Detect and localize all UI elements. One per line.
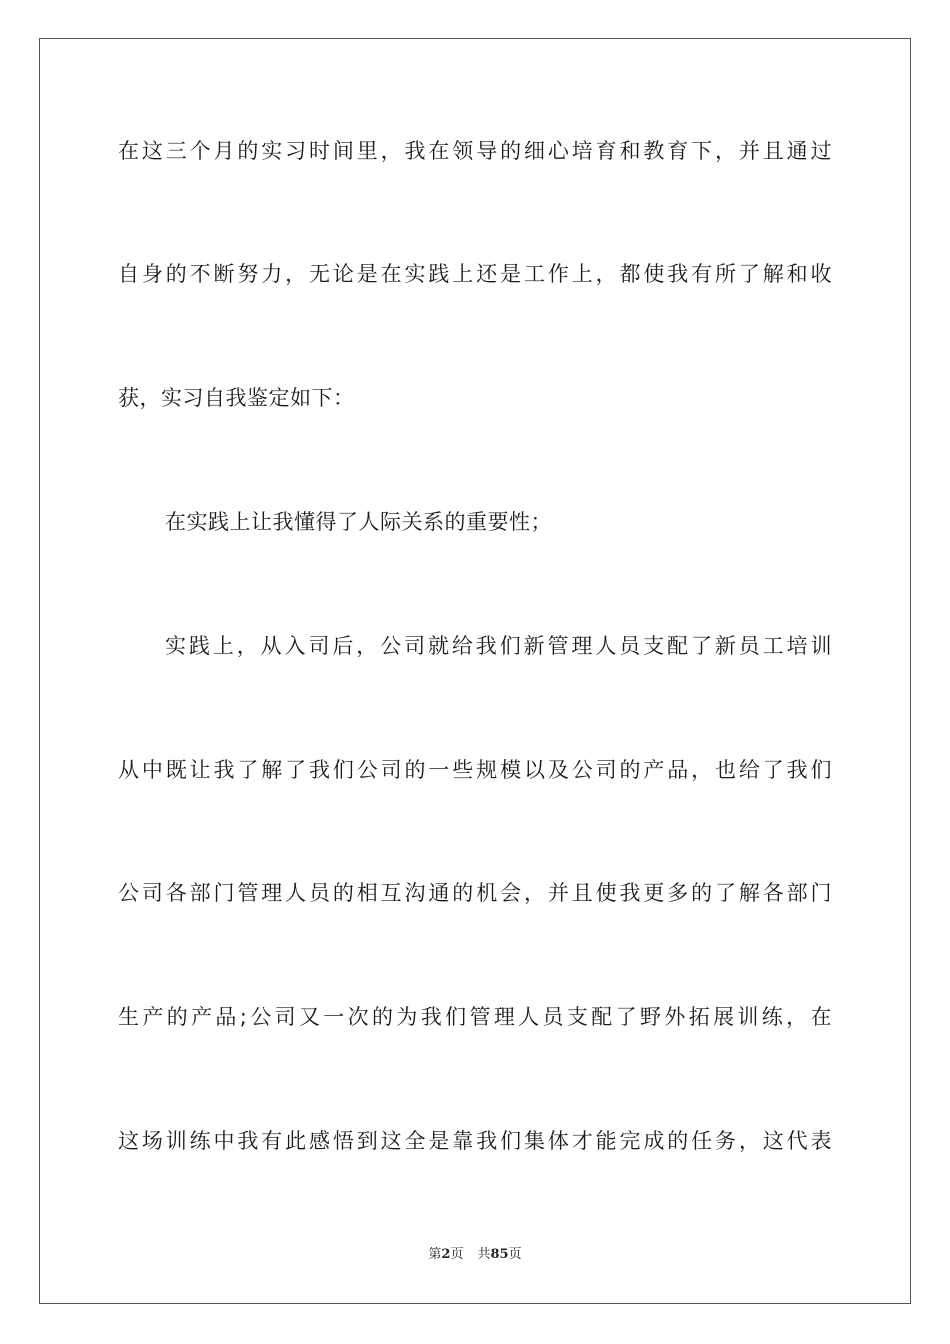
paragraph-line-6: 从中既让我了解了我们公司的一些规模以及公司的产品，也给了我们 [118, 758, 832, 782]
page-footer [0, 1246, 950, 1264]
total-suffix: 页 [508, 1247, 522, 1262]
page-number: 2 [441, 1247, 451, 1262]
page-prefix: 第 [428, 1247, 442, 1262]
total-pages: 85 [490, 1247, 509, 1262]
paragraph-line-7: 公司各部门管理人员的相互沟通的机会，并且使我更多的了解各部门 [118, 881, 832, 905]
paragraph-line-4: 在实践上让我懂得了人际关系的重要性； [165, 510, 552, 534]
paragraph-line-8: 生产的产品;公司又一次的为我们管理人员支配了野外拓展训练，在 [118, 1005, 832, 1029]
paragraph-line-2: 自身的不断努力，无论是在实践上还是工作上，都使我有所了解和收 [118, 262, 832, 286]
page-suffix: 页 [450, 1247, 464, 1262]
paragraph-line-5: 实践上，从入司后，公司就给我们新管理人员支配了新员工培训 [165, 634, 832, 658]
total-prefix: 共 [477, 1247, 491, 1262]
paragraph-line-3: 获，实习自我鉴定如下： [118, 386, 355, 410]
paragraph-line-1: 在这三个月的实习时间里，我在领导的细心培育和教育下，并且通过 [118, 139, 832, 163]
page-border [39, 38, 911, 1304]
paragraph-line-9: 这场训练中我有此感悟到这全是靠我们集体才能完成的任务，这代表 [118, 1129, 832, 1153]
